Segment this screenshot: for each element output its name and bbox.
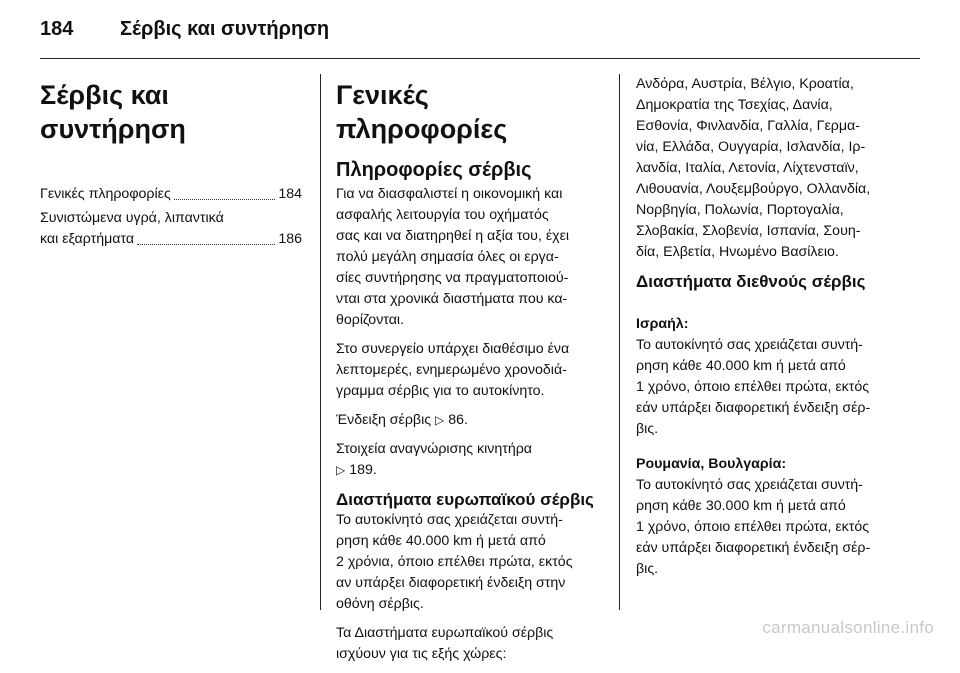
column-countries xyxy=(636,74,902,588)
triangle-reference-icon: ▷ xyxy=(336,463,346,477)
toc-entry-label: Γενικές πληροφορίες xyxy=(40,186,171,202)
paragraph-israel: Ισραήλ: Το αυτοκίνητό σας χρειάζεται συντή- ρηση κάθε 40.000 km ή μετά από 1 χρόνο, όποιο επέλθει πρώτα, εκτός εάν υπάρξει διαφορετική ένδειξη σέρ- βις. xyxy=(636,314,902,440)
column-general-info xyxy=(336,74,604,673)
watermark: carmanualsonline.info xyxy=(762,618,934,637)
toc-entry-label: Συνιστώμενα υγρά, λιπαντικά xyxy=(40,210,224,226)
toc-entry-label: και εξαρτήματα xyxy=(40,231,135,247)
column-divider-1 xyxy=(320,74,321,610)
paragraph-maintenance: Για να διασφαλιστεί η οικονομική και ασφαλής λειτουργία του οχήματός σας και να διατηρηθεί η αξία του, έχει πολύ μεγάλη σημασία όλες οι εργα- σίες συντήρησης να πραγματοποιού- νται στα χρονικά διαστήματα που κα- θορίζονται. xyxy=(336,186,570,328)
engine-id-reference[interactable]: Στοιχεία αναγνώρισης κινητήρα ▷ 189. xyxy=(336,441,533,478)
page-header xyxy=(40,0,920,60)
toc-entry-general[interactable] xyxy=(40,184,302,205)
toc-leader xyxy=(137,244,275,245)
toc-entry-page: 184 xyxy=(278,186,302,202)
european-service-heading: Διαστήματα ευρωπαϊκού σέρβις xyxy=(336,490,594,509)
paragraph-schedule: Στο συνεργείο υπάρχει διαθέσιμο ένα λεπτομερές, ενημερωμένο χρονοδιά- γραμμα σέρβις για το αυτοκίνητο. xyxy=(336,341,570,399)
header-rule xyxy=(40,58,920,59)
column-toc xyxy=(40,74,302,253)
section-title: Γενικές πληροφορίες xyxy=(336,80,508,144)
chapter-title: Σέρβις και συντήρηση xyxy=(40,80,186,144)
column-divider-2 xyxy=(619,74,620,610)
service-info-heading: Πληροφορίες σέρβις xyxy=(336,159,532,181)
page-number: 184 xyxy=(40,18,74,40)
toc-entry-fluids[interactable] xyxy=(40,208,302,250)
toc-leader xyxy=(174,199,276,200)
paragraph-countries-intro: Τα Διαστήματα ευρωπαϊκού σέρβις ισχύουν για τις εξής χώρες: xyxy=(336,625,554,662)
romania-bulgaria-label: Ρουμανία, Βουλγαρία: xyxy=(636,456,787,472)
israel-label: Ισραήλ: xyxy=(636,316,689,332)
paragraph-country-list: Ανδόρα, Αυστρία, Βέλγιο, Κροατία, Δημοκρατία της Τσεχίας, Δανία, Εσθονία, Φινλανδία, Γαλλία, Γερμα- νία, Ελλάδα, Ουγγαρία, Ισλανδία, Ιρ- λανδία, Ιταλία, Λετονία, Λίχτενσταϊν, Λιθουανία, Λουξεμβούργο, Ολλανδία, Νορβηγία, Πολωνία, Πορτογαλία, Σλοβακία, Σλοβενία, Ισπανία, Σουη- δία, Ελβετία, Ηνωμένο Βασίλειο. xyxy=(636,76,871,260)
running-title: Σέρβις και συντήρηση xyxy=(120,18,330,40)
paragraph-romania-bulgaria: Ρουμανία, Βουλγαρία: Το αυτοκίνητό σας χρειάζεται συντή- ρηση κάθε 30.000 km ή μετά από 1 χρόνο, όποιο επέλθει πρώτα, εκτός εάν υπάρξει διαφορετική ένδειξη σέρ- βις. xyxy=(636,454,902,580)
paragraph-european-interval: Το αυτοκίνητό σας χρειάζεται συντή- ρηση κάθε 40.000 km ή μετά από 2 χρόνια, όποιο επέλθει πρώτα, εκτός αν υπάρξει διαφορετική ένδειξη στην οθόνη σέρβις. xyxy=(336,512,573,612)
triangle-reference-icon: ▷ xyxy=(435,413,445,427)
international-service-heading: Διαστήματα διεθνούς σέρβις xyxy=(636,272,866,291)
toc-entry-page: 186 xyxy=(278,231,302,247)
service-indicator-reference[interactable]: Ένδειξη σέρβις ▷ 86. xyxy=(336,412,468,428)
